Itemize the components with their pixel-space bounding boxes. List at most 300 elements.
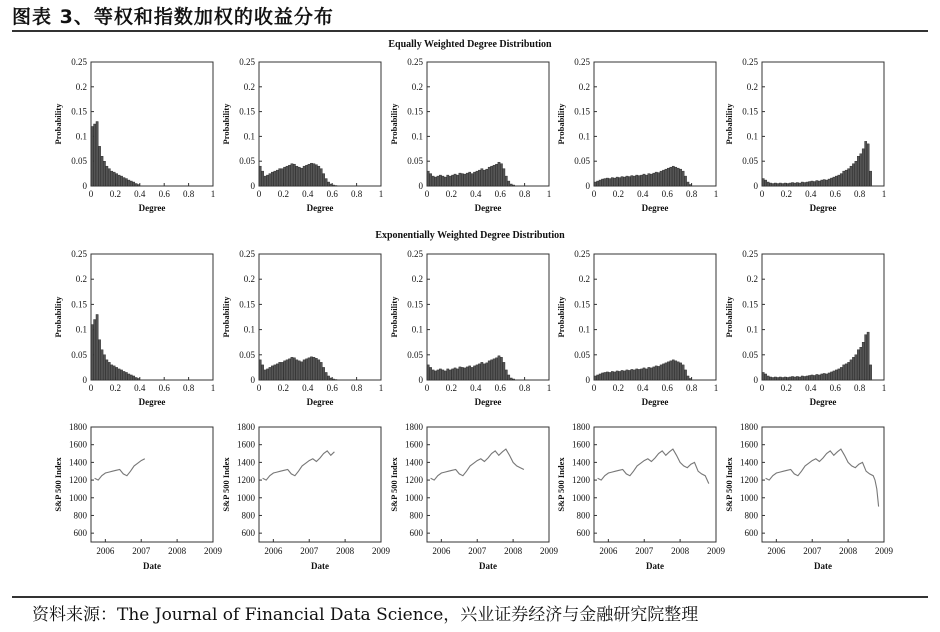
x-tick-label: 0.4 bbox=[134, 189, 146, 199]
bar-exp-4-14 bbox=[628, 370, 630, 380]
bar-exp-3-30 bbox=[500, 357, 502, 380]
x-tick-label: 1 bbox=[210, 383, 216, 393]
y-tick-label: 1400 bbox=[237, 457, 255, 468]
y-tick-label: 1400 bbox=[572, 457, 590, 468]
x-tick-label: 1 bbox=[210, 189, 216, 199]
bar-exp-2-22 bbox=[313, 357, 315, 380]
y-tick-label: 0.1 bbox=[578, 131, 590, 142]
bar-equal-2-25 bbox=[320, 169, 322, 186]
bar-equal-5-35 bbox=[847, 169, 849, 186]
bar-exp-1-13 bbox=[123, 371, 125, 380]
x-tick-label: 0.4 bbox=[637, 383, 649, 393]
x-tick-label: 0.2 bbox=[445, 189, 458, 199]
x-tick-label: 0.4 bbox=[805, 189, 817, 199]
bar-equal-5-13 bbox=[794, 183, 796, 186]
bar-equal-5-0 bbox=[762, 179, 764, 186]
bar-equal-5-10 bbox=[786, 184, 788, 186]
x-tick-label: 0.8 bbox=[350, 189, 363, 199]
bar-equal-4-17 bbox=[636, 175, 638, 186]
x-tick-label: 0.2 bbox=[109, 383, 122, 393]
bar-exp-4-30 bbox=[667, 362, 669, 380]
bar-equal-4-34 bbox=[677, 168, 679, 186]
y-tick-label: 0.1 bbox=[75, 324, 87, 335]
bar-exp-2-28 bbox=[327, 376, 329, 380]
bar-exp-3-2 bbox=[432, 370, 434, 380]
bar-exp-1-9 bbox=[113, 366, 115, 380]
x-tick-label: 2009 bbox=[204, 546, 222, 556]
bar-exp-4-0 bbox=[594, 376, 596, 380]
bar-exp-1-17 bbox=[133, 376, 135, 380]
bar-exp-3-15 bbox=[464, 368, 466, 380]
bar-exp-4-11 bbox=[621, 370, 623, 380]
x-tick-label: 2009 bbox=[875, 546, 893, 556]
bar-exp-3-5 bbox=[439, 369, 441, 380]
bar-exp-5-11 bbox=[789, 377, 791, 380]
bar-exp-3-29 bbox=[498, 356, 500, 380]
bar-equal-5-19 bbox=[808, 182, 810, 186]
bar-exp-2-23 bbox=[315, 358, 317, 380]
bar-equal-3-20 bbox=[476, 171, 478, 186]
bar-exp-5-16 bbox=[801, 376, 803, 380]
y-tick-label: 0.25 bbox=[407, 57, 423, 67]
bar-exp-2-3 bbox=[266, 369, 268, 380]
bar-exp-5-42 bbox=[865, 335, 867, 380]
x-tick-label: 0.8 bbox=[853, 383, 866, 393]
bar-exp-5-33 bbox=[843, 365, 845, 380]
x-tick-label: 0.6 bbox=[326, 383, 338, 393]
y-tick-label: 0.25 bbox=[574, 57, 590, 67]
bar-equal-4-39 bbox=[689, 185, 691, 186]
bar-exp-5-22 bbox=[816, 374, 818, 380]
x-tick-label: 2007 bbox=[468, 546, 487, 556]
y-tick-label: 0.25 bbox=[742, 57, 758, 67]
bar-exp-4-7 bbox=[611, 371, 613, 380]
bar-equal-5-36 bbox=[850, 166, 852, 186]
bar-exp-5-19 bbox=[808, 375, 810, 380]
bar-equal-5-38 bbox=[855, 161, 857, 186]
bar-equal-4-28 bbox=[662, 170, 664, 186]
y-tick-label: 600 bbox=[576, 528, 590, 539]
bar-exp-2-5 bbox=[271, 366, 273, 380]
x-axis-label: Degree bbox=[809, 397, 837, 407]
bar-exp-5-40 bbox=[860, 347, 862, 380]
x-tick-label: 0.6 bbox=[494, 189, 506, 199]
y-tick-label: 0.2 bbox=[243, 81, 255, 92]
x-tick-label: 0.4 bbox=[134, 383, 146, 393]
y-tick-label: 0 bbox=[82, 181, 87, 191]
y-tick-label: 0.2 bbox=[746, 81, 758, 92]
y-tick-label: 1000 bbox=[572, 492, 590, 503]
bar-equal-2-24 bbox=[318, 166, 320, 186]
bar-exp-2-2 bbox=[264, 370, 266, 380]
bar-equal-5-7 bbox=[779, 183, 781, 186]
bar-equal-2-30 bbox=[332, 185, 334, 186]
y-tick-label: 0.25 bbox=[742, 249, 758, 259]
bar-equal-5-31 bbox=[838, 175, 840, 186]
x-axis-label: Date bbox=[479, 561, 497, 571]
x-tick-label: 1 bbox=[713, 383, 719, 393]
x-tick-label: 1 bbox=[546, 383, 552, 393]
bar-equal-4-4 bbox=[604, 179, 606, 186]
bar-exp-5-23 bbox=[818, 375, 820, 380]
y-tick-label: 0.15 bbox=[407, 299, 423, 310]
bar-equal-4-24 bbox=[653, 173, 655, 186]
bar-equal-4-26 bbox=[658, 173, 660, 186]
bar-equal-5-5 bbox=[774, 183, 776, 186]
y-tick-label: 0.2 bbox=[75, 274, 87, 285]
x-tick-label: 0.2 bbox=[109, 189, 122, 199]
x-tick-label: 0.6 bbox=[829, 189, 841, 199]
bar-equal-1-12 bbox=[120, 176, 122, 186]
x-tick-label: 0.2 bbox=[277, 383, 290, 393]
bar-exp-5-27 bbox=[828, 373, 830, 380]
y-tick-label: 1800 bbox=[69, 422, 87, 432]
bar-equal-5-16 bbox=[801, 182, 803, 186]
x-axis-label: Degree bbox=[474, 203, 502, 213]
bar-exp-2-19 bbox=[305, 359, 307, 380]
bar-equal-2-5 bbox=[271, 172, 273, 186]
y-tick-label: 1600 bbox=[572, 439, 590, 450]
y-tick-label: 0.25 bbox=[71, 249, 87, 259]
x-tick-label: 0.2 bbox=[445, 383, 458, 393]
bar-exp-3-6 bbox=[442, 370, 444, 380]
bar-equal-4-32 bbox=[672, 166, 674, 186]
y-tick-label: 0.15 bbox=[71, 106, 87, 117]
y-axis-label: Probability bbox=[724, 103, 734, 145]
bar-equal-4-20 bbox=[643, 174, 645, 186]
bar-exp-5-37 bbox=[852, 357, 854, 380]
bar-equal-2-22 bbox=[313, 164, 315, 186]
bar-exp-1-12 bbox=[120, 370, 122, 380]
x-axis-label: Degree bbox=[306, 397, 334, 407]
bar-equal-5-23 bbox=[818, 181, 820, 186]
bar-exp-2-14 bbox=[293, 358, 295, 380]
bar-equal-1-10 bbox=[115, 174, 117, 186]
bar-exp-3-4 bbox=[437, 370, 439, 380]
bar-equal-4-12 bbox=[623, 177, 625, 186]
bar-exp-1-15 bbox=[128, 374, 130, 380]
bar-exp-1-16 bbox=[130, 375, 132, 380]
bar-exp-3-1 bbox=[430, 367, 432, 380]
bar-exp-4-6 bbox=[609, 372, 611, 380]
x-tick-label: 0 bbox=[88, 383, 94, 393]
x-axis-label: Date bbox=[646, 561, 664, 571]
bar-equal-4-0 bbox=[594, 182, 596, 186]
bar-exp-1-19 bbox=[137, 378, 139, 380]
x-tick-label: 0.2 bbox=[612, 383, 625, 393]
y-tick-label: 0 bbox=[250, 181, 255, 191]
y-tick-label: 0.05 bbox=[239, 349, 255, 360]
y-axis-label: Probability bbox=[53, 103, 63, 145]
y-tick-label: 0.2 bbox=[243, 274, 255, 285]
y-tick-label: 0.15 bbox=[407, 106, 423, 117]
bar-exp-1-3 bbox=[98, 340, 100, 380]
bar-exp-4-36 bbox=[682, 365, 684, 380]
y-tick-label: 1800 bbox=[405, 422, 423, 432]
bar-exp-5-13 bbox=[794, 377, 796, 380]
y-tick-label: 600 bbox=[73, 528, 87, 539]
bar-exp-4-35 bbox=[679, 363, 681, 380]
bar-exp-2-20 bbox=[308, 358, 310, 380]
bar-exp-4-15 bbox=[631, 369, 633, 380]
bar-exp-5-2 bbox=[767, 376, 769, 380]
y-tick-label: 1200 bbox=[740, 475, 758, 486]
bar-exp-5-34 bbox=[845, 364, 847, 380]
x-axis-label: Degree bbox=[138, 397, 166, 407]
bar-exp-5-18 bbox=[806, 376, 808, 380]
plot-frame-sp-2 bbox=[259, 427, 381, 542]
bar-equal-5-29 bbox=[833, 177, 835, 186]
x-tick-label: 0 bbox=[256, 383, 262, 393]
y-tick-label: 0.2 bbox=[746, 274, 758, 285]
x-tick-label: 2009 bbox=[707, 546, 725, 556]
bar-equal-3-8 bbox=[447, 175, 449, 186]
bar-exp-4-23 bbox=[650, 368, 652, 380]
bar-equal-2-3 bbox=[266, 175, 268, 186]
x-tick-label: 0 bbox=[591, 383, 597, 393]
bar-exp-2-30 bbox=[332, 379, 334, 380]
y-tick-label: 0.15 bbox=[239, 299, 255, 310]
y-tick-label: 0.2 bbox=[411, 274, 423, 285]
bar-exp-4-17 bbox=[636, 369, 638, 380]
plot-frame-equal-1 bbox=[91, 62, 213, 186]
bar-exp-5-31 bbox=[838, 369, 840, 380]
bar-equal-3-21 bbox=[478, 170, 480, 186]
bar-equal-3-1 bbox=[430, 174, 432, 186]
x-tick-label: 2006 bbox=[264, 546, 283, 556]
bar-equal-5-9 bbox=[784, 183, 786, 186]
bar-equal-1-5 bbox=[103, 161, 105, 186]
bar-exp-3-10 bbox=[451, 369, 453, 380]
bar-equal-3-28 bbox=[495, 164, 497, 186]
x-tick-label: 2006 bbox=[767, 546, 786, 556]
bar-exp-4-8 bbox=[614, 372, 616, 380]
bar-equal-3-0 bbox=[427, 171, 429, 186]
bar-equal-5-39 bbox=[857, 156, 859, 186]
bar-equal-2-23 bbox=[315, 165, 317, 186]
y-axis-label: Probability bbox=[389, 103, 399, 145]
bar-equal-4-7 bbox=[611, 178, 613, 186]
bar-equal-4-27 bbox=[660, 171, 662, 186]
bar-exp-3-13 bbox=[459, 367, 461, 380]
x-axis-label: Date bbox=[311, 561, 329, 571]
bar-equal-3-6 bbox=[442, 176, 444, 186]
bar-exp-4-20 bbox=[643, 368, 645, 380]
x-tick-label: 2009 bbox=[372, 546, 390, 556]
bar-equal-1-17 bbox=[133, 182, 135, 186]
bar-exp-3-26 bbox=[491, 360, 493, 380]
y-tick-label: 0 bbox=[418, 375, 423, 385]
x-axis-label: Degree bbox=[641, 397, 669, 407]
x-tick-label: 0.6 bbox=[158, 189, 170, 199]
y-tick-label: 1400 bbox=[405, 457, 423, 468]
plot-frame-sp-3 bbox=[427, 427, 549, 542]
bar-equal-1-19 bbox=[137, 185, 139, 186]
bar-exp-5-41 bbox=[862, 342, 864, 380]
x-tick-label: 1 bbox=[713, 189, 719, 199]
bar-equal-5-42 bbox=[865, 141, 867, 186]
x-tick-label: 2008 bbox=[504, 546, 523, 556]
x-tick-label: 0.6 bbox=[829, 383, 841, 393]
x-tick-label: 0.4 bbox=[805, 383, 817, 393]
y-tick-label: 0.15 bbox=[574, 106, 590, 117]
x-tick-label: 2008 bbox=[839, 546, 858, 556]
x-tick-label: 2009 bbox=[540, 546, 558, 556]
x-tick-label: 0.4 bbox=[302, 189, 314, 199]
y-tick-label: 0.05 bbox=[742, 156, 758, 167]
bar-exp-2-7 bbox=[276, 364, 278, 380]
exp-row-title: Exponentially Weighted Degree Distribution bbox=[375, 230, 565, 241]
bar-exp-5-35 bbox=[847, 362, 849, 380]
y-axis-label: S&P 500 Index bbox=[389, 457, 399, 512]
bar-exp-1-5 bbox=[103, 355, 105, 380]
bar-equal-2-11 bbox=[286, 166, 288, 186]
bar-exp-4-21 bbox=[645, 369, 647, 380]
bar-exp-2-16 bbox=[298, 361, 300, 380]
bar-equal-1-3 bbox=[98, 146, 100, 186]
bar-exp-1-8 bbox=[111, 365, 113, 380]
y-tick-label: 800 bbox=[576, 510, 590, 521]
bar-equal-2-9 bbox=[281, 169, 283, 186]
y-tick-label: 1200 bbox=[237, 475, 255, 486]
bar-exp-4-25 bbox=[655, 366, 657, 380]
y-tick-label: 0.15 bbox=[574, 299, 590, 310]
x-axis-label: Degree bbox=[306, 203, 334, 213]
x-tick-label: 0.4 bbox=[470, 383, 482, 393]
bar-exp-2-29 bbox=[330, 378, 332, 380]
bar-exp-3-33 bbox=[508, 375, 510, 380]
bar-exp-3-3 bbox=[434, 371, 436, 380]
bar-equal-1-1 bbox=[94, 124, 96, 186]
y-axis-label: S&P 500 Index bbox=[53, 457, 63, 512]
y-tick-label: 1600 bbox=[237, 439, 255, 450]
bar-exp-4-19 bbox=[640, 369, 642, 380]
bar-exp-1-2 bbox=[96, 314, 98, 380]
bar-exp-3-21 bbox=[478, 364, 480, 380]
x-tick-label: 0.8 bbox=[685, 189, 698, 199]
bar-equal-1-18 bbox=[135, 184, 137, 186]
y-tick-label: 0.1 bbox=[578, 324, 590, 335]
bar-exp-3-25 bbox=[488, 361, 490, 380]
x-tick-label: 0 bbox=[424, 383, 430, 393]
bar-equal-3-25 bbox=[488, 167, 490, 186]
bar-equal-5-3 bbox=[769, 183, 771, 186]
y-tick-label: 0.1 bbox=[746, 324, 758, 335]
bar-exp-4-12 bbox=[623, 371, 625, 380]
bar-equal-5-6 bbox=[777, 184, 779, 186]
x-tick-label: 0.2 bbox=[612, 189, 625, 199]
bar-exp-2-12 bbox=[288, 359, 290, 380]
bar-equal-3-17 bbox=[469, 172, 471, 186]
y-tick-label: 1000 bbox=[237, 492, 255, 503]
bar-exp-4-10 bbox=[618, 371, 620, 380]
y-tick-label: 0.05 bbox=[71, 156, 87, 167]
bar-equal-3-27 bbox=[493, 165, 495, 186]
y-axis-label: Probability bbox=[221, 296, 231, 338]
y-tick-label: 0.15 bbox=[239, 106, 255, 117]
y-tick-label: 0.25 bbox=[239, 249, 255, 259]
bar-exp-5-43 bbox=[867, 332, 869, 380]
bar-equal-1-11 bbox=[118, 175, 120, 186]
bar-equal-2-7 bbox=[276, 170, 278, 186]
bar-equal-3-24 bbox=[486, 169, 488, 186]
bar-exp-4-33 bbox=[675, 361, 677, 380]
y-tick-label: 0.25 bbox=[574, 249, 590, 259]
bar-exp-4-38 bbox=[687, 376, 689, 380]
bar-equal-5-34 bbox=[845, 170, 847, 186]
bar-exp-3-31 bbox=[503, 362, 505, 380]
bar-exp-3-12 bbox=[456, 369, 458, 380]
bar-equal-5-12 bbox=[791, 183, 793, 186]
bar-equal-2-29 bbox=[330, 184, 332, 186]
bar-equal-4-35 bbox=[679, 169, 681, 186]
bar-equal-2-8 bbox=[279, 169, 281, 186]
bar-equal-3-11 bbox=[454, 174, 456, 186]
y-tick-label: 0.1 bbox=[243, 131, 255, 142]
bar-equal-3-26 bbox=[491, 166, 493, 186]
bar-equal-5-37 bbox=[852, 164, 854, 186]
y-tick-label: 0.05 bbox=[574, 349, 590, 360]
bar-exp-5-5 bbox=[774, 377, 776, 380]
bar-exp-5-21 bbox=[813, 375, 815, 380]
bar-equal-2-10 bbox=[283, 167, 285, 186]
y-axis-label: Probability bbox=[389, 296, 399, 338]
bar-exp-4-3 bbox=[601, 373, 603, 380]
bar-equal-5-41 bbox=[862, 149, 864, 186]
bar-equal-4-25 bbox=[655, 172, 657, 186]
bar-equal-2-2 bbox=[264, 176, 266, 186]
x-tick-label: 2008 bbox=[336, 546, 355, 556]
x-tick-label: 0.2 bbox=[277, 189, 290, 199]
bar-exp-4-5 bbox=[606, 372, 608, 380]
y-tick-label: 0 bbox=[585, 181, 590, 191]
bar-equal-3-16 bbox=[466, 173, 468, 186]
bar-exp-2-26 bbox=[323, 367, 325, 380]
bar-exp-4-29 bbox=[665, 363, 667, 380]
y-axis-label: S&P 500 Index bbox=[724, 457, 734, 512]
y-axis-label: Probability bbox=[556, 296, 566, 338]
bar-exp-1-1 bbox=[94, 320, 96, 380]
bar-exp-4-18 bbox=[638, 369, 640, 380]
bar-exp-2-24 bbox=[318, 360, 320, 380]
bar-equal-4-16 bbox=[633, 176, 635, 186]
plot-frame-sp-1 bbox=[91, 427, 213, 542]
bar-exp-5-28 bbox=[830, 372, 832, 380]
bar-equal-2-28 bbox=[327, 182, 329, 186]
bar-equal-4-11 bbox=[621, 177, 623, 186]
y-tick-label: 1200 bbox=[572, 475, 590, 486]
bar-equal-4-21 bbox=[645, 175, 647, 186]
x-tick-label: 1 bbox=[881, 189, 887, 199]
bar-equal-5-25 bbox=[823, 180, 825, 186]
bar-equal-5-11 bbox=[789, 183, 791, 186]
y-tick-label: 1600 bbox=[740, 439, 758, 450]
bar-exp-1-10 bbox=[115, 367, 117, 380]
x-tick-label: 1 bbox=[546, 189, 552, 199]
y-tick-label: 0.1 bbox=[411, 324, 423, 335]
y-tick-label: 800 bbox=[744, 510, 758, 521]
bar-exp-3-24 bbox=[486, 363, 488, 380]
bar-exp-5-44 bbox=[869, 365, 871, 380]
x-tick-label: 0.8 bbox=[518, 383, 531, 393]
bar-exp-4-32 bbox=[672, 360, 674, 380]
bar-equal-5-4 bbox=[772, 184, 774, 186]
bar-exp-2-15 bbox=[296, 360, 298, 380]
bar-equal-2-0 bbox=[259, 166, 261, 186]
bar-exp-3-11 bbox=[454, 368, 456, 380]
bar-equal-4-6 bbox=[609, 179, 611, 186]
bar-equal-5-18 bbox=[806, 182, 808, 186]
